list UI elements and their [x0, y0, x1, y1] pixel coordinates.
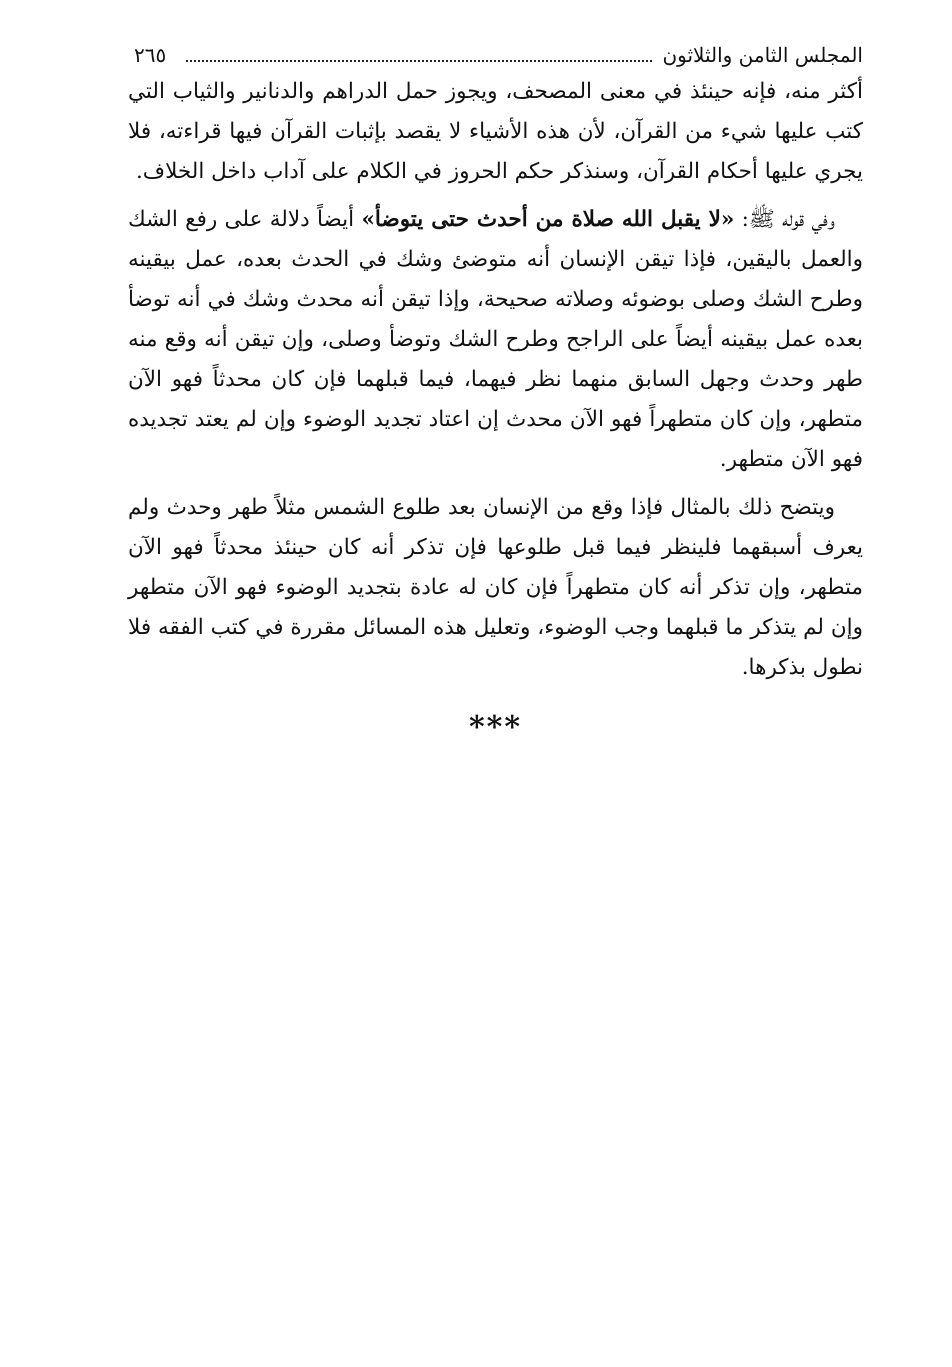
paragraph-3: ويتضح ذلك بالمثال فإذا وقع من الإنسان بعد طلوع الشمس مثلاً طهر وحدث ولم يعرف أسبقهما فلينظر فيما قبل طلوعها فإن تذكر أنه كان حينئذ محدثاً فهو الآن متطهر، وإن تذكر أنه كان متطهراً فإن كان له عادة بتجديد الوضوء فهو الآن متطهر وإن لم يتذكر ما قبلهما وجب الوضوء، وتعليل هذه المسائل مقررة في كتب الفقه فلا نطول بذكرها. [128, 495, 863, 680]
header-dot-leader [186, 59, 652, 62]
page-number: ٢٦٥ [134, 43, 167, 67]
paragraph-2-intro: وفي قوله ﷺ: [734, 207, 836, 232]
paragraph-2-body: أيضاً دلالة على رفع الشك والعمل باليقين، فإذا تيقن الإنسان أنه متوضئ وشك في الحدث بعده، عمل بيقينه وطرح الشك وصلى بوضوئه وصلاته صحيحة، وإذا تيقن أنه محدث وشك في أنه توضأ بعده عمل بيقينه أيضاً على الراجح وطرح الشك وتوضأ وصلى، وإن تيقن أنه وقع منه طهر وحدث وجهل السابق منهما نظر فيهما، فيما قبلهما فإن كان محدثاً فهو الآن متطهر، وإن كان متطهراً فهو الآن محدث إن اعتاد تجديد الوضوء وإن لم يعتد تجديده فهو الآن متطهر. [128, 207, 863, 472]
body-text [128, 72, 863, 688]
running-header [128, 40, 863, 70]
paragraph-1: أكثر منه، فإنه حينئذ في معنى المصحف، ويجوز حمل الدراهم والدنانير والثياب التي كتب عليها شيء من القرآن، لأن هذه الأشياء لا يقصد بإثبات القرآن فيها قراءته، فلا يجري عليها أحكام القرآن، وسنذكر حكم الحروز في الكلام على آداب داخل الخلاف. [128, 79, 863, 184]
book-page [128, 40, 863, 748]
section-divider: *** [468, 710, 523, 745]
paragraph-2 [128, 200, 863, 480]
hadith-quote: «لا يقبل الله صلاة من أحدث حتى يتوضأ» [361, 207, 735, 232]
chapter-title: المجلس الثامن والثلاثون [662, 43, 863, 67]
